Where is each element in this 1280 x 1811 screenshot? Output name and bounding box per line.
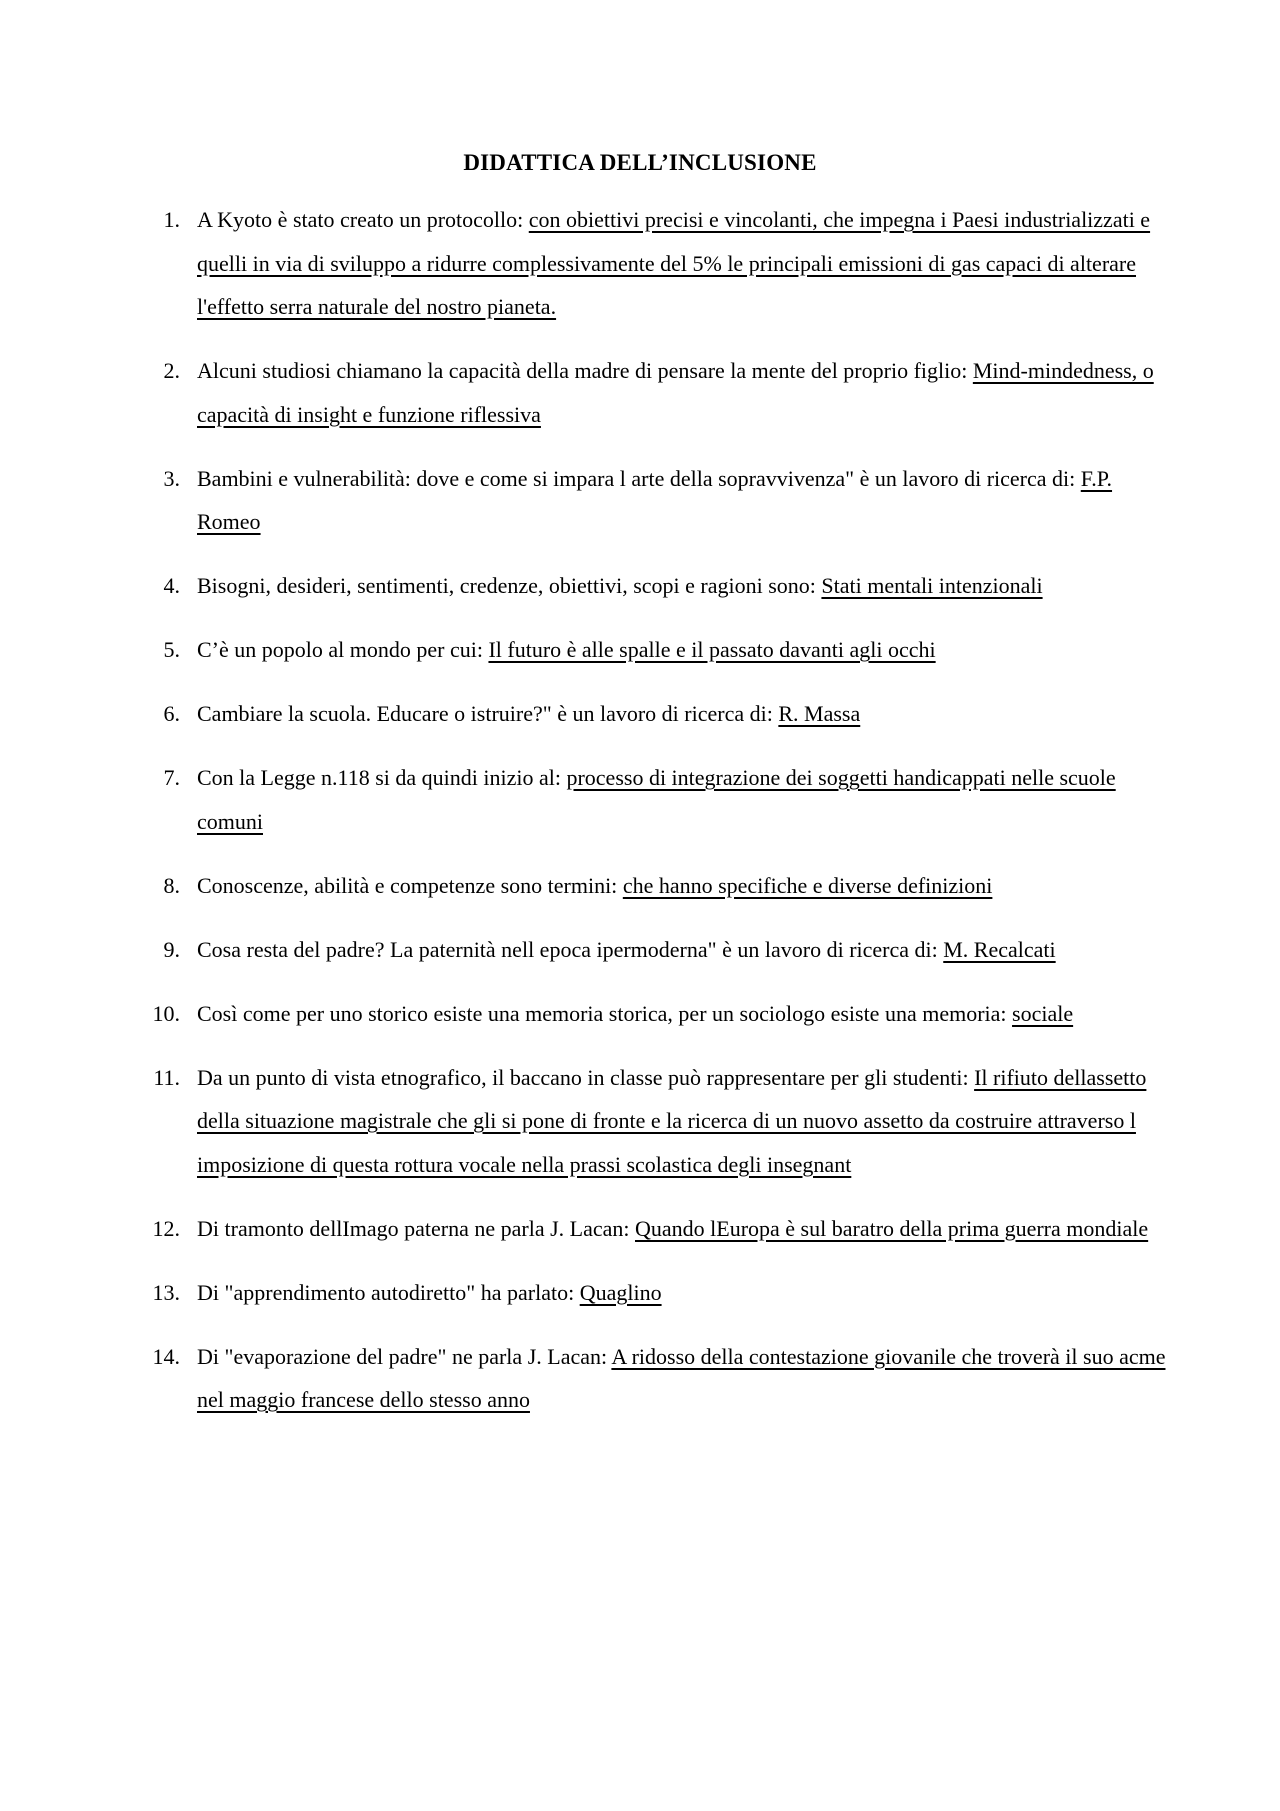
list-item [0,628,1280,672]
document-title: DIDATTICA DELL’INCLUSIONE [463,150,817,175]
list-item [0,864,1280,908]
item-answer: Quaglino [579,1279,662,1305]
item-question: Di "evaporazione del padre" ne parla J. Lacan: [197,1343,612,1369]
list-item [0,457,1280,544]
item-number: 7. [163,765,180,790]
item-number: 9. [163,936,180,962]
list-item [0,756,1280,843]
item-answer: Il futuro è alle spalle e il passato davanti agli occhi [488,637,936,662]
item-answer: processo di integrazione dei soggetti handicappati nelle scuole comuni [197,765,1116,834]
item-question: Con la Legge n.118 si da quindi inizio al: [197,765,567,790]
item-number: 11. [153,1064,180,1090]
item-number: 5. [163,637,180,662]
item-number: 3. [163,465,180,491]
item-question: Alcuni studiosi chiamano la capacità della madre di pensare la mente del proprio figlio: [197,358,973,383]
item-question: Bisogni, desideri, sentimenti, credenze, obiettivi, scopi e ragioni sono: [197,573,822,598]
item-number: 10. [152,1000,180,1026]
list-item [0,564,1280,608]
item-number: 8. [163,872,180,898]
item-answer: M. Recalcati [943,936,1056,962]
item-question: Così come per uno storico esiste una memoria storica, per un sociologo esiste una memoria: [197,1000,1013,1026]
list-item [0,992,1280,1036]
list-item [0,928,1280,972]
item-answer: Quando lEuropa è sul baratro della prima guerra mondiale [635,1215,1149,1241]
item-answer: Mind-mindedness, o capacità di insight e funzione riflessiva [197,358,1154,427]
list-item [0,198,1280,329]
item-question: Di "apprendimento autodiretto" ha parlato: [197,1279,580,1305]
item-question: Cambiare la scuola. Educare o istruire?" è un lavoro di ricerca di: [197,701,779,726]
item-number: 12. [152,1215,180,1241]
list-item [0,1056,1280,1187]
item-question: Conoscenze, abilità e competenze sono termini: [197,872,623,898]
list-item [0,692,1280,736]
item-question: A Kyoto è stato creato un protocollo: [197,207,529,232]
list-item [0,349,1280,436]
list-item [0,1271,1280,1315]
item-number: 14. [152,1343,180,1369]
item-answer: che hanno specifiche e diverse definizioni [622,872,993,898]
item-answer: Stati mentali intenzionali [821,573,1043,598]
item-answer: con obiettivi precisi e vincolanti, che impegna i Paesi industrializzati e quelli in via di sviluppo a ridurre complessivamente del 5% le principali emissioni di gas capaci di alterare l'effetto serra naturale del nostro pianeta. [197,207,1151,319]
list-item [0,1335,1280,1422]
item-answer: R. Massa [778,701,861,726]
item-number: 4. [163,573,180,598]
item-number: 6. [163,701,180,726]
item-question: Di tramonto dellImago paterna ne parla J. Lacan: [197,1215,635,1241]
item-question: Da un punto di vista etnografico, il baccano in classe può rappresentare per gli studenti: [197,1064,975,1090]
item-question: Cosa resta del padre? La paternità nell epoca ipermoderna" è un lavoro di ricerca di: [197,936,944,962]
item-answer: F.P. Romeo [197,465,1113,534]
item-number: 1. [163,207,180,232]
item-answer: A ridosso della contestazione giovanile che troverà il suo acme nel maggio francese dello stesso anno [197,1343,1166,1412]
list-item [0,1207,1280,1251]
question-list [0,198,1280,1442]
item-number: 2. [163,358,180,383]
item-answer: Il rifiuto dellassetto della situazione magistrale che gli si pone di fronte e la ricerca di un nuovo assetto da costruire attraverso l imposizione di questa rottura vocale nella prassi scolastica degli insegnant [197,1064,1147,1177]
item-question: C’è un popolo al mondo per cui: [197,637,489,662]
item-number: 13. [152,1279,180,1305]
item-question: Bambini e vulnerabilità: dove e come si impara l arte della sopravvivenza" è un lavoro di ricerca di: [197,465,1081,491]
item-answer: sociale [1012,1000,1074,1026]
